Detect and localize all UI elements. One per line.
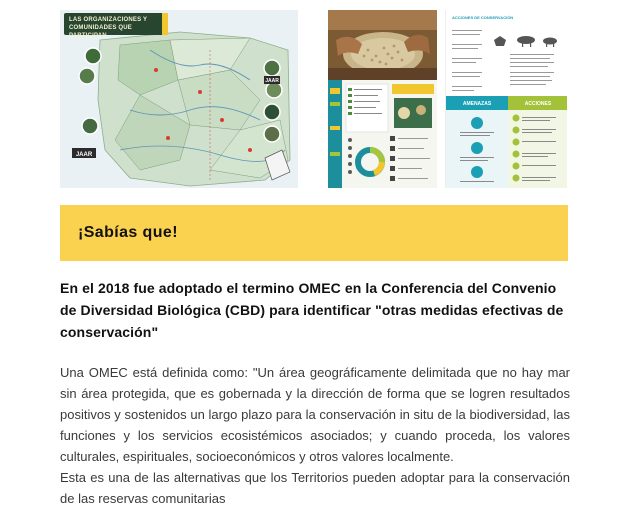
- map-logo-text-2: JAAR: [265, 78, 279, 84]
- did-you-know-banner: [60, 205, 568, 261]
- map-logo-text-1: JAAR: [75, 152, 93, 158]
- infographic: [446, 10, 567, 188]
- body-text: [60, 362, 570, 505]
- banner-title: ¡Sabías que!: [78, 224, 178, 241]
- report-page-image[interactable]: [328, 80, 437, 188]
- territory-map-image[interactable]: [60, 10, 298, 188]
- infographic-title: ACCIONES DE CONSERVACIÓN: [452, 15, 514, 20]
- omec-definition-paragraph: Una OMEC está definida como: "Un área geográficamente delimitada que no hay mar sin área protegida, que es gobernada y la dirección de forma que se logren resultados positivos y sostenidos un largo plazo para la conservación in situ de la biodiversidad, las funciones y los servicios ecosistémicos asociados; y cuando proceda, los valores culturales, espirituales, socioeconómicos y otros valores localmente.: [60, 365, 570, 464]
- conservation-infographic-image[interactable]: [445, 10, 567, 188]
- report-page: [328, 80, 437, 188]
- map-header-text: LAS ORGANIZACIONES Y COMUNIDADES QUE PARTICIPAN: [69, 17, 148, 39]
- map-header-accent: [162, 13, 168, 35]
- image-gallery: [60, 10, 567, 190]
- infographic-actions-label: ACCIONES: [524, 101, 552, 107]
- infographic-threats-label: AMENAZAS: [462, 101, 492, 107]
- map-header: [64, 13, 168, 39]
- alternatives-paragraph: Esta es una de las alternativas que los Territorios pueden adoptar para la conservación de las reservas comunitarias: [60, 470, 570, 505]
- lead-paragraph: En el 2018 fue adoptado el termino OMEC en la Conferencia del Convenio de Diversidad Biológica (CBD) para identificar "otras medidas efectivas de conservación": [60, 280, 564, 340]
- seeds-photo-image[interactable]: [328, 10, 437, 80]
- seeds-photo: [328, 10, 437, 80]
